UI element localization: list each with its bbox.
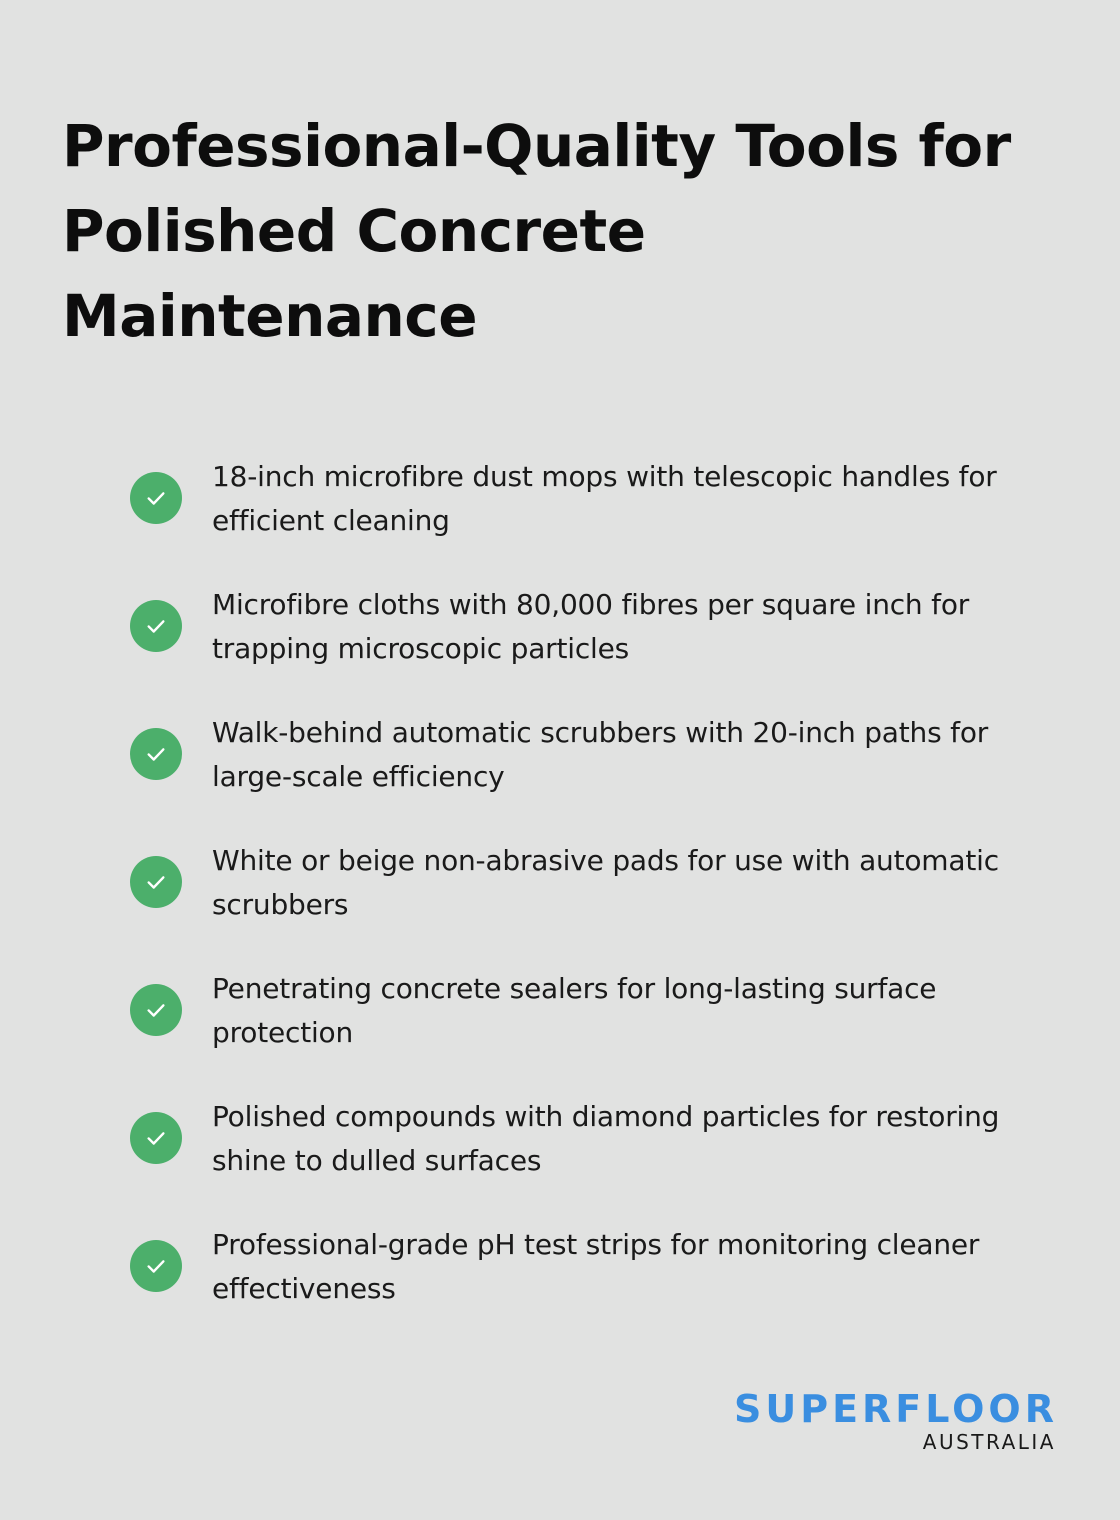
list-item-text: Walk-behind automatic scrubbers with 20-inch paths for large-scale efficiency xyxy=(212,716,989,793)
list-item xyxy=(130,455,1060,583)
list-item xyxy=(130,1223,1060,1351)
list-item-text: Professional-grade pH test strips for monitoring cleaner effectiveness xyxy=(212,1228,980,1305)
list-item-text: Microfibre cloths with 80,000 fibres per square inch for trapping microscopic particles xyxy=(212,588,970,665)
brand-name: SUPERFLOOR xyxy=(734,1387,1058,1431)
list-item xyxy=(130,839,1060,967)
tools-list xyxy=(130,455,1060,1351)
check-icon xyxy=(130,600,182,652)
check-icon xyxy=(130,984,182,1036)
brand-logo xyxy=(734,1387,1058,1454)
check-icon xyxy=(130,1112,182,1164)
list-item xyxy=(130,1095,1060,1223)
check-icon xyxy=(130,472,182,524)
list-item xyxy=(130,967,1060,1095)
list-item-text: Penetrating concrete sealers for long-lasting surface protection xyxy=(212,972,937,1049)
check-icon xyxy=(130,856,182,908)
brand-tagline: AUSTRALIA xyxy=(922,1430,1056,1454)
list-item xyxy=(130,711,1060,839)
list-item-text: Polished compounds with diamond particles for restoring shine to dulled surfaces xyxy=(212,1100,1000,1177)
check-icon xyxy=(130,1240,182,1292)
check-icon xyxy=(130,728,182,780)
list-item xyxy=(130,583,1060,711)
list-item-text: 18-inch microfibre dust mops with telescopic handles for efficient cleaning xyxy=(212,460,997,537)
list-item-text: White or beige non-abrasive pads for use with automatic scrubbers xyxy=(212,844,999,921)
page-title: Professional-Quality Tools for Polished Concrete Maintenance xyxy=(62,112,1011,350)
